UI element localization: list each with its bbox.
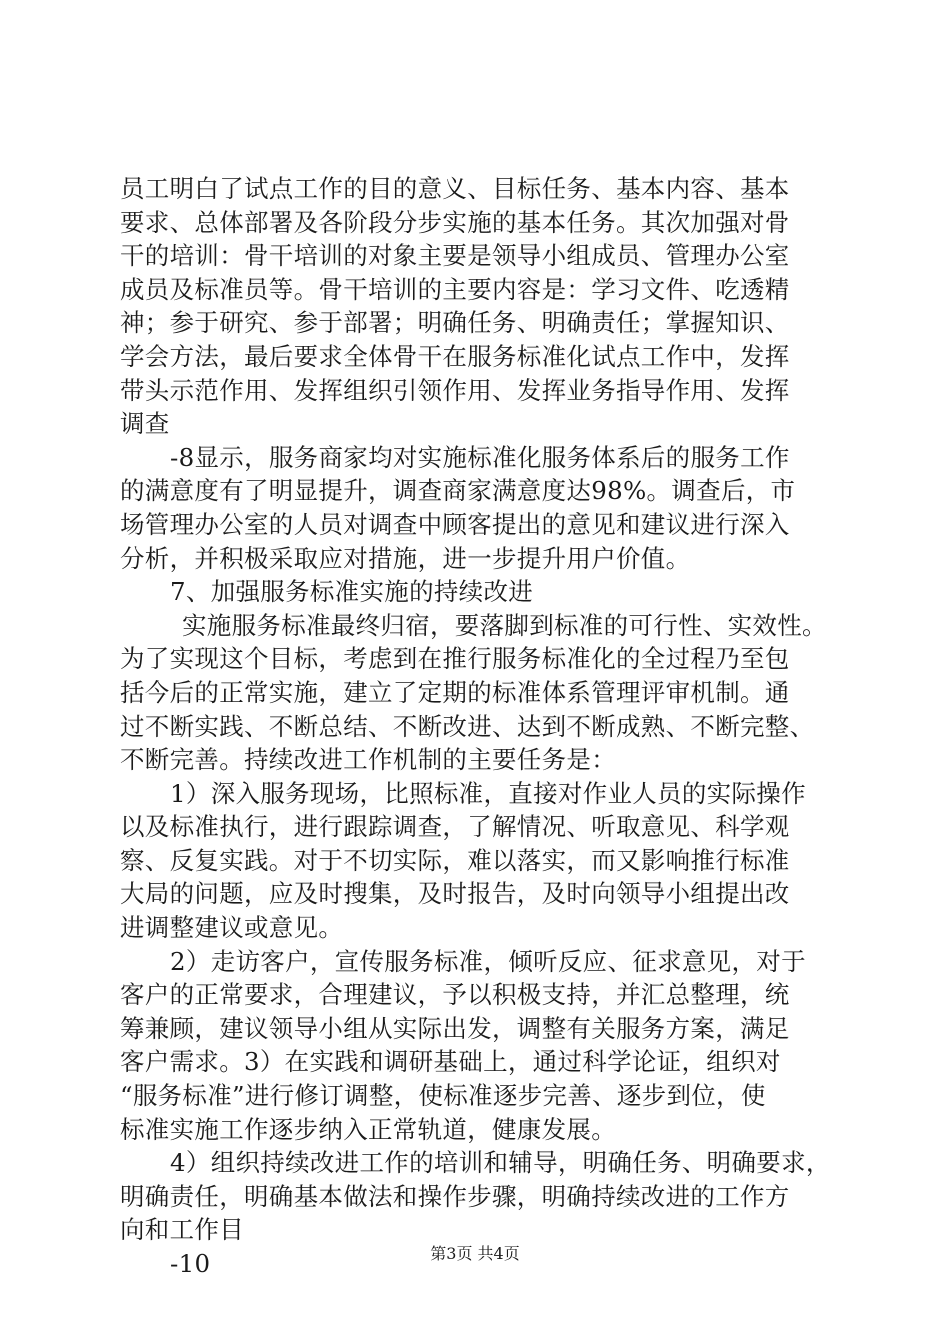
document-body bbox=[120, 172, 832, 1281]
text-line: 不断完善。持续改进工作机制的主要任务是： bbox=[120, 745, 616, 775]
paragraph bbox=[120, 609, 832, 777]
paragraph bbox=[120, 945, 832, 1147]
paragraph bbox=[120, 777, 832, 945]
text-line: 括今后的正常实施，建立了定期的标准体系管理评审机制。通 bbox=[120, 677, 790, 707]
text-line: 神；参于研究、参于部署；明确任务、明确责任；掌握知识、 bbox=[120, 308, 790, 338]
page-footer bbox=[0, 1244, 950, 1264]
text-line: 带头示范作用、发挥组织引领作用、发挥业务指导作用、发挥 bbox=[120, 375, 790, 405]
text-line: 员工明白了试点工作的目的意义、目标任务、基本内容、基本 bbox=[120, 174, 790, 203]
text-line: 标准实施工作逐步纳入正常轨道，健康发展。 bbox=[120, 1114, 616, 1144]
text-line: 干的培训：骨干培训的对象主要是领导小组成员、管理办公室 bbox=[120, 241, 790, 271]
text-line: 成员及标准员等。骨干培训的主要内容是：学习文件、吃透精 bbox=[120, 274, 790, 304]
text-line: 大局的问题，应及时搜集，及时报告，及时向领导小组提出改 bbox=[120, 879, 790, 909]
text-line: 以及标准执行，进行跟踪调查，了解情况、听取意见、科学观 bbox=[120, 812, 790, 842]
text-line: -8显示，服务商家均对实施标准化服务体系后的服务工作 bbox=[170, 442, 790, 472]
text-line: 客户的正常要求，合理建议，予以积极支持，并汇总整理，统 bbox=[120, 980, 790, 1010]
page-number: 第3页 共4页 bbox=[430, 1244, 520, 1263]
text-line: 的满意度有了明显提升，调查商家满意度达98%。调查后，市 bbox=[120, 476, 796, 506]
text-line: “服务标准”进行修订调整，使标准逐步完善、逐步到位，使 bbox=[120, 1081, 766, 1111]
text-line: 察、反复实践。对于不切实际，难以落实，而又影响推行标准 bbox=[120, 845, 790, 875]
text-line: -10 bbox=[170, 1249, 211, 1278]
text-line: 筹兼顾，建议领导小组从实际出发，调整有关服务方案，满足 bbox=[120, 1013, 790, 1043]
text-line: 明确责任，明确基本做法和操作步骤，明确持续改进的工作方 bbox=[120, 1181, 790, 1211]
text-line: 过不断实践、不断总结、不断改进、达到不断成熟、不断完整、 bbox=[120, 711, 815, 741]
text-line: 实施服务标准最终归宿，要落脚到标准的可行性、实效性。 bbox=[182, 610, 827, 640]
text-line: 分析，并积极采取应对措施，进一步提升用户价值。 bbox=[120, 543, 691, 573]
text-line: 4）组织持续改进工作的培训和辅导，明确任务、明确要求， bbox=[170, 1148, 831, 1178]
paragraph bbox=[120, 1146, 832, 1247]
text-line: 学会方法，最后要求全体骨干在服务标准化试点工作中，发挥 bbox=[120, 341, 790, 371]
text-line: 进调整建议或意见。 bbox=[120, 913, 344, 943]
text-line: 要求、总体部署及各阶段分步实施的基本任务。其次加强对骨 bbox=[120, 207, 790, 237]
text-line: 1）深入服务现场，比照标准，直接对作业人员的实际操作 bbox=[170, 778, 806, 808]
paragraph bbox=[120, 441, 832, 575]
text-line: 为了实现这个目标，考虑到在推行服务标准化的全过程乃至包 bbox=[120, 644, 790, 674]
text-line: 向和工作目 bbox=[120, 1215, 244, 1245]
text-line: 调查 bbox=[120, 409, 170, 439]
paragraph bbox=[120, 172, 832, 441]
text-line: 场管理办公室的人员对调查中顾客提出的意见和建议进行深入 bbox=[120, 509, 790, 539]
text-line: 7、加强服务标准实施的持续改进 bbox=[170, 577, 534, 607]
section-heading bbox=[120, 575, 832, 609]
text-line: 客户需求。3）在实践和调研基础上，通过科学论证，组织对 bbox=[120, 1047, 781, 1077]
text-line: 2）走访客户，宣传服务标准，倾听反应、征求意见，对于 bbox=[170, 946, 806, 976]
